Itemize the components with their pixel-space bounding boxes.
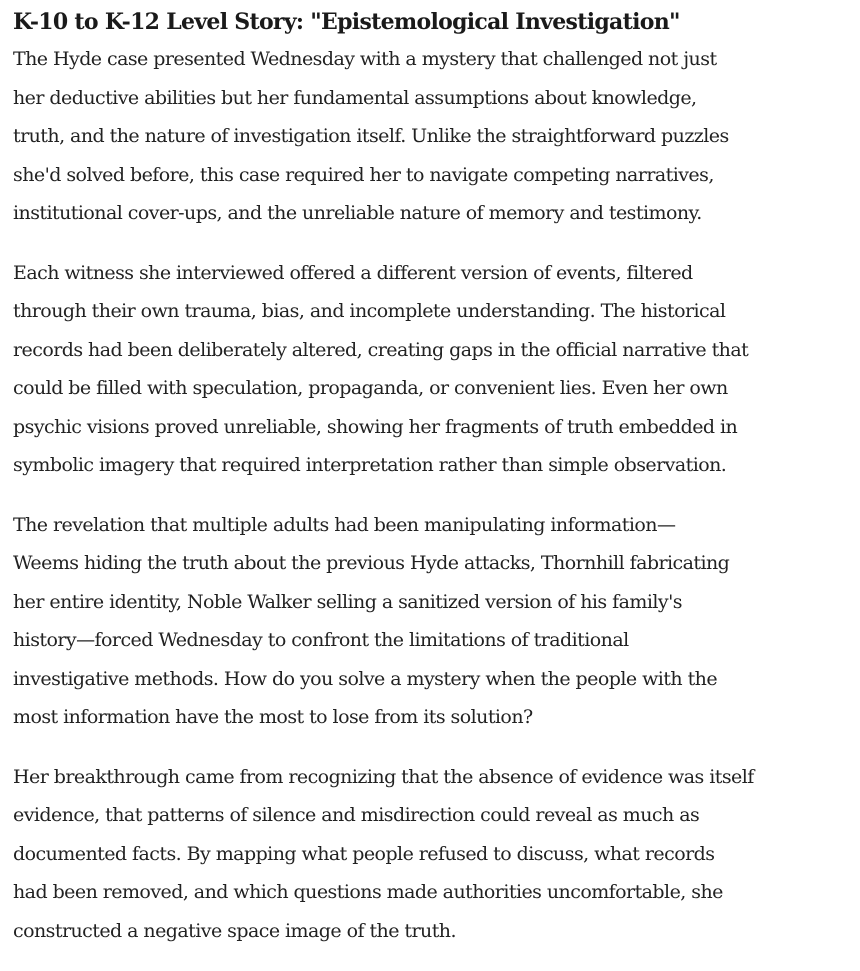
text-line: documented facts. By mapping what people refused to discuss, what records [13, 842, 715, 865]
text-line: had been removed, and which questions made authorities uncomfortable, she [13, 881, 723, 903]
text-line: records had been deliberately altered, creating gaps in the official narrative that [13, 338, 749, 361]
text-line: institutional cover-ups, and the unreliable nature of memory and testimony. [13, 202, 702, 224]
text-line: her entire identity, Noble Walker selling a sanitized version of his family's [13, 590, 682, 613]
document [13, 0, 859, 971]
text-line: The Hyde case presented Wednesday with a mystery that challenged not just [13, 48, 717, 70]
text-line: Weems hiding the truth about the previous Hyde attacks, Thornhill fabricating [13, 552, 730, 574]
text-line: constructed a negative space image of the truth. [13, 919, 456, 942]
text-line: Each witness she interviewed offered a different version of events, filtered [13, 261, 693, 284]
paragraph-2 [13, 254, 859, 485]
text-line: psychic visions proved unreliable, showing her fragments of truth embedded in [13, 415, 738, 438]
paragraph-1 [13, 40, 859, 233]
text-line: her deductive abilities but her fundamental assumptions about knowledge, [13, 86, 697, 109]
text-line: truth, and the nature of investigation itself. Unlike the straightforward puzzles [13, 125, 729, 147]
text-line: through their own trauma, bias, and incomplete understanding. The historical [13, 300, 726, 322]
text-line: could be filled with speculation, propaganda, or convenient lies. Even her own [13, 377, 728, 399]
text-line: symbolic imagery that required interpretation rather than simple observation. [13, 454, 727, 476]
text-line: The revelation that multiple adults had been manipulating information— [13, 513, 676, 536]
paragraph-3 [13, 506, 859, 737]
paragraph-4 [13, 758, 859, 951]
text-line: she'd solved before, this case required her to navigate competing narratives, [13, 163, 714, 186]
story-title: K-10 to K-12 Level Story: "Epistemological Investigation" [13, 9, 680, 35]
text-line: most information have the most to lose from its solution? [13, 706, 533, 728]
text-line: investigative methods. How do you solve a mystery when the people with the [13, 667, 718, 690]
text-line: evidence, that patterns of silence and misdirection could reveal as much as [13, 804, 700, 826]
text-line: Her breakthrough came from recognizing that the absence of evidence was itself [13, 765, 754, 788]
text-line: history—forced Wednesday to confront the limitations of traditional [13, 629, 629, 651]
